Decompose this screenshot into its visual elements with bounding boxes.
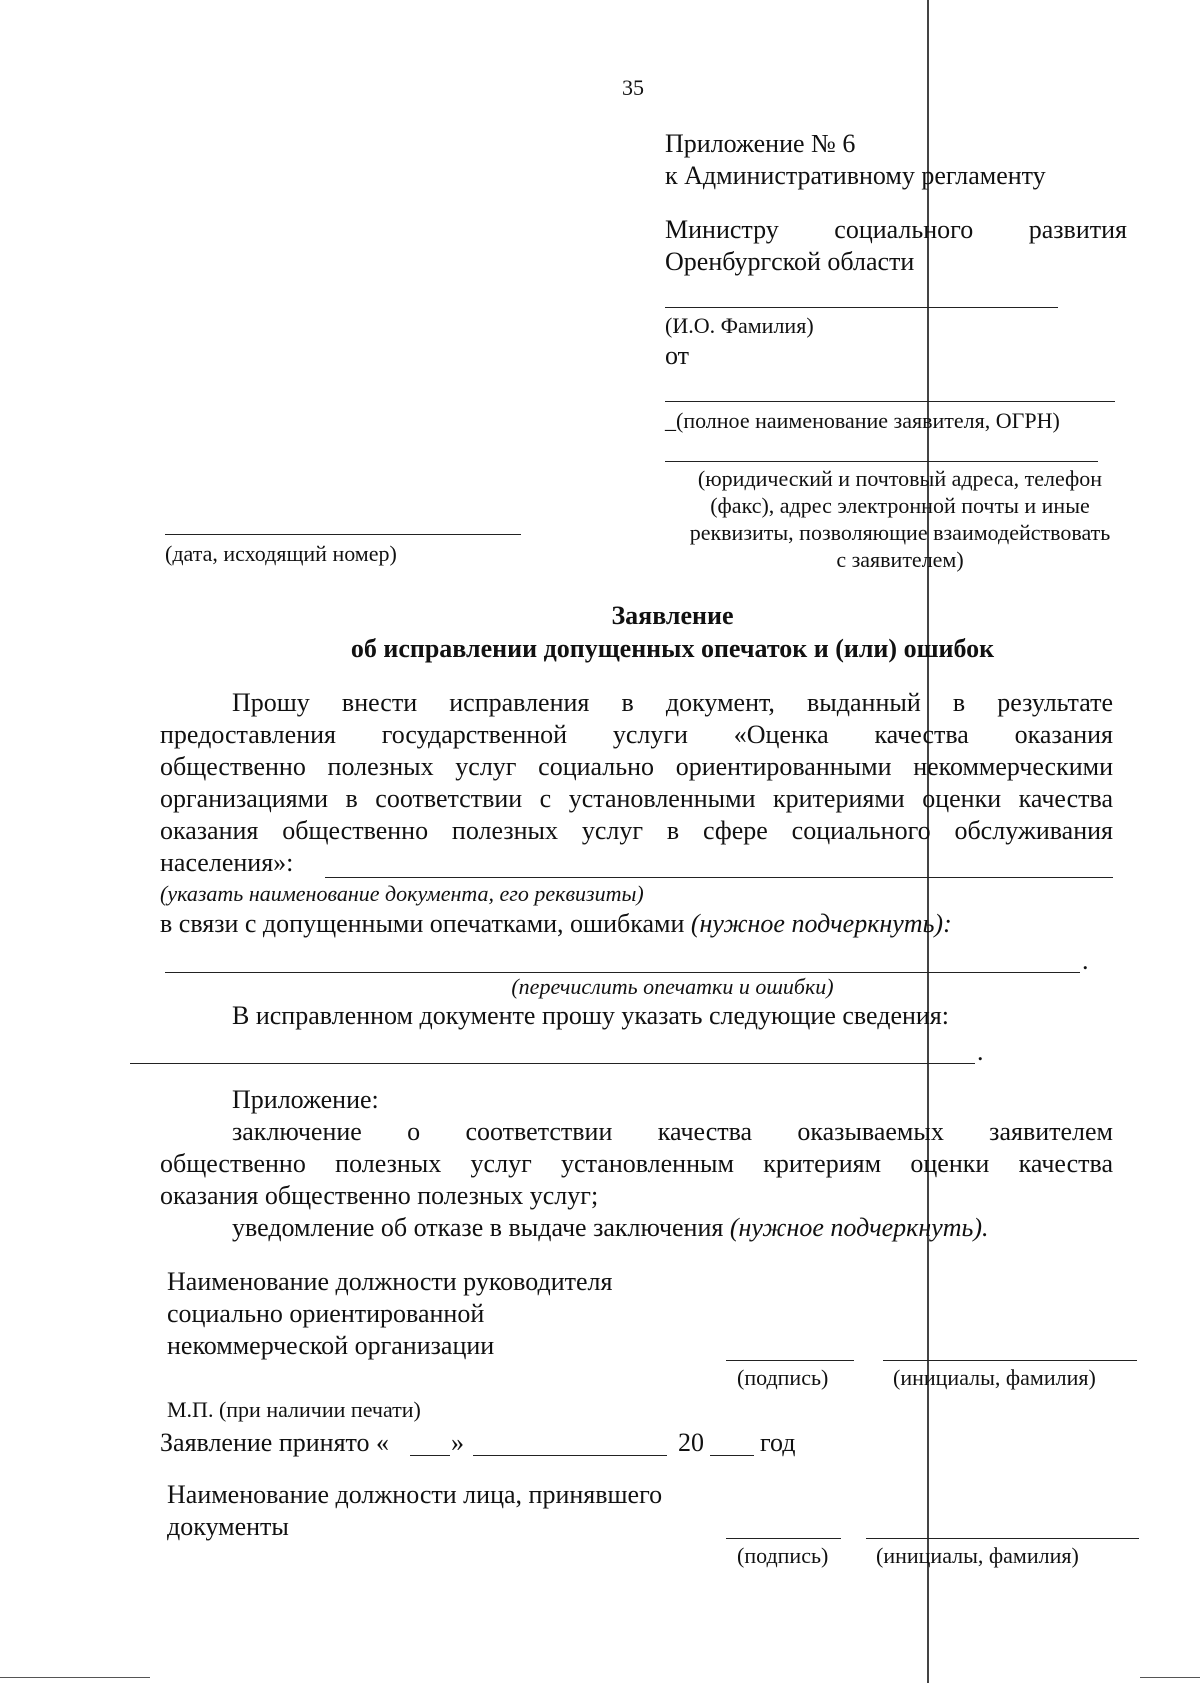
attachment-line: заключение о соответствии качества оказываемых заявителем (232, 1117, 1113, 1146)
addressee-word: Министру (665, 215, 779, 244)
receiver-position (167, 1479, 662, 1543)
signature-line (726, 1360, 854, 1361)
annex-label: Приложение № 6 (665, 129, 856, 158)
body-line: оказания общественно полезных услуг в сфере социального обслуживания (160, 816, 1113, 845)
corrected-info-line (130, 1063, 975, 1064)
accepted-quote-close: » (451, 1428, 464, 1457)
notice-text: уведомление об отказе в выдаче заключения (232, 1213, 730, 1242)
attachment-label: Приложение: (232, 1085, 379, 1114)
scan-edge-line (0, 1677, 150, 1678)
errors-text: в связи с допущенными опечатками, ошибками (160, 909, 691, 938)
receiver-position-line: документы (167, 1512, 289, 1541)
accepted-day-line (410, 1455, 450, 1456)
attachment-line: общественно полезных услуг установленным критериям оценки качества (160, 1149, 1113, 1178)
notice-line (232, 1212, 989, 1244)
address-caption-line: (факс), адрес электронной почты и иные (710, 493, 1090, 518)
applicant-line (665, 401, 1115, 402)
head-position-line: Наименование должности руководителя (167, 1267, 613, 1296)
applicant-caption-text: (полное наименование заявителя, ОГРН) (676, 408, 1060, 433)
body-line: Прошу внести исправления в документ, выданный в результате (232, 688, 1113, 717)
address-line (665, 461, 1098, 462)
notice-hint: (нужное подчеркнуть). (729, 1213, 989, 1242)
accepted-prefix: Заявление принято « (160, 1428, 390, 1457)
signature-line (726, 1538, 841, 1539)
address-caption-line: с заявителем) (836, 547, 964, 572)
doc-title: Заявление (611, 601, 734, 630)
accepted-year-line (710, 1455, 754, 1456)
from-label: от (665, 341, 690, 370)
signature-caption: (подпись) (737, 1543, 829, 1568)
address-caption-line: реквизиты, позволяющие взаимодействовать (689, 520, 1111, 545)
head-position-line: социально ориентированной (167, 1299, 485, 1328)
errors-hint: (нужное подчеркнуть): (690, 909, 952, 938)
corrected-dot: . (977, 1037, 984, 1066)
address-caption (660, 465, 1140, 573)
signature-caption: (подпись) (737, 1365, 829, 1390)
scan-edge-line (1140, 1677, 1200, 1678)
accepted-year-suffix: год (760, 1428, 796, 1457)
attachment-line: оказания общественно полезных услуг; (160, 1181, 599, 1210)
accepted-year-prefix: 20 (678, 1428, 704, 1457)
head-position-line: некоммерческой организации (167, 1331, 495, 1360)
body-line: общественно полезных услуг социально ориентированными некоммерческими (160, 752, 1113, 781)
body-line: организациями в соответствии с установленными критериями оценки качества (160, 784, 1113, 813)
stamp-label: М.П. (при наличии печати) (167, 1397, 421, 1422)
addressee-word: развития (1028, 215, 1127, 244)
regulation-label: к Административному регламенту (665, 161, 1046, 190)
initials-line (866, 1538, 1139, 1539)
receiver-position-line: Наименование должности лица, принявшего (167, 1480, 663, 1509)
accepted-month-line (473, 1455, 667, 1456)
errors-list-hint: (перечислить опечатки и ошибки) (511, 974, 834, 999)
addressee-line (665, 214, 1127, 246)
document-name-line (325, 877, 1113, 878)
doc-subtitle: об исправлении допущенных опечаток и (или) ошибок (350, 634, 995, 663)
initials-caption: (инициалы, фамилия) (876, 1543, 1079, 1568)
date-caption: (дата, исходящий номер) (165, 541, 397, 566)
errors-dot: . (1082, 946, 1089, 975)
body-line: предоставления государственной услуги «Оценка качества оказания (160, 720, 1113, 749)
name-caption: (И.О. Фамилия) (665, 313, 814, 338)
applicant-caption: _(полное наименование заявителя, ОГРН) (665, 408, 1060, 433)
addressee-region: Оренбургской области (665, 247, 915, 276)
errors-line (160, 908, 952, 940)
initials-caption: (инициалы, фамилия) (893, 1365, 1096, 1390)
address-caption-line: (юридический и почтовый адреса, телефон (697, 466, 1103, 491)
head-position (167, 1266, 612, 1362)
page-number: 35 (622, 75, 644, 100)
initials-line (883, 1360, 1137, 1361)
corrected-text: В исправленном документе прошу указать следующие сведения: (232, 1001, 949, 1030)
date-line (165, 534, 521, 535)
body-line: населения»: (160, 848, 294, 877)
document-hint: (указать наименование документа, его реквизиты) (160, 881, 644, 906)
minister-name-line (665, 307, 1058, 308)
addressee-word: социального (834, 215, 974, 244)
